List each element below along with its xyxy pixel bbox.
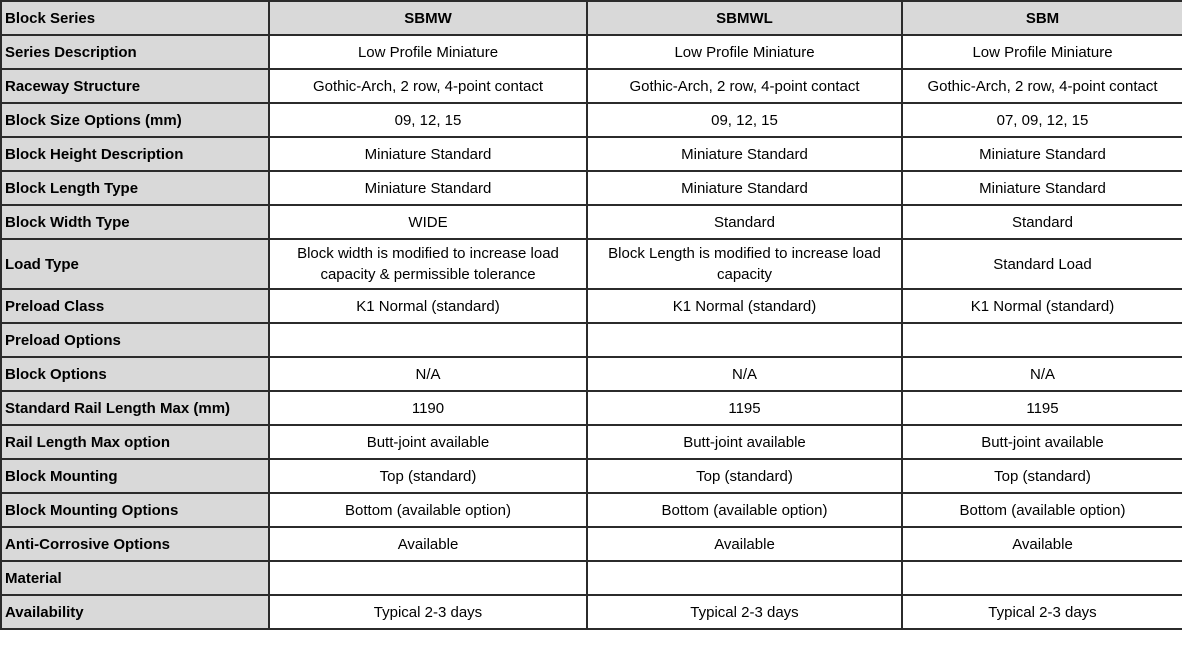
table-row xyxy=(1,323,1182,357)
table-cell: Butt-joint available xyxy=(902,425,1182,459)
table-cell: Gothic-Arch, 2 row, 4-point contact xyxy=(587,69,902,103)
table-cell: N/A xyxy=(902,357,1182,391)
table-row xyxy=(1,171,1182,205)
table-cell: Miniature Standard xyxy=(902,137,1182,171)
table-cell: Block width is modified to increase load capacity & permissible tolerance xyxy=(269,239,587,289)
table-cell: Standard xyxy=(902,205,1182,239)
row-label: Series Description xyxy=(1,35,269,69)
table-row xyxy=(1,425,1182,459)
row-label: Block Height Description xyxy=(1,137,269,171)
table-cell: Low Profile Miniature xyxy=(587,35,902,69)
table-cell: Low Profile Miniature xyxy=(269,35,587,69)
series-header: SBM xyxy=(902,1,1182,35)
table-cell: Gothic-Arch, 2 row, 4-point contact xyxy=(902,69,1182,103)
table-cell: Miniature Standard xyxy=(269,137,587,171)
table-cell: 1190 xyxy=(269,391,587,425)
table-cell: Miniature Standard xyxy=(587,171,902,205)
table-cell: Available xyxy=(902,527,1182,561)
table-cell xyxy=(902,323,1182,357)
table-cell: Typical 2-3 days xyxy=(902,595,1182,629)
table-cell xyxy=(587,561,902,595)
table-cell: Bottom (available option) xyxy=(587,493,902,527)
row-label: Raceway Structure xyxy=(1,69,269,103)
table-row xyxy=(1,561,1182,595)
row-label: Material xyxy=(1,561,269,595)
table-cell: N/A xyxy=(587,357,902,391)
table-cell: Typical 2-3 days xyxy=(269,595,587,629)
table-row xyxy=(1,357,1182,391)
header-label: Block Series xyxy=(1,1,269,35)
row-label: Block Mounting Options xyxy=(1,493,269,527)
table-row xyxy=(1,289,1182,323)
table-row xyxy=(1,239,1182,289)
table-row xyxy=(1,527,1182,561)
table-cell: Block Length is modified to increase load capacity xyxy=(587,239,902,289)
table-row xyxy=(1,103,1182,137)
table-cell: Miniature Standard xyxy=(269,171,587,205)
table-cell: Top (standard) xyxy=(269,459,587,493)
table-cell xyxy=(902,561,1182,595)
table-cell: Miniature Standard xyxy=(587,137,902,171)
table-cell xyxy=(269,323,587,357)
table-row xyxy=(1,391,1182,425)
header-row xyxy=(1,1,1182,35)
table-cell: Available xyxy=(587,527,902,561)
table-cell: K1 Normal (standard) xyxy=(587,289,902,323)
table-cell: Top (standard) xyxy=(902,459,1182,493)
table-cell xyxy=(269,561,587,595)
table-cell: K1 Normal (standard) xyxy=(902,289,1182,323)
table-cell: Low Profile Miniature xyxy=(902,35,1182,69)
row-label: Block Length Type xyxy=(1,171,269,205)
row-label: Block Options xyxy=(1,357,269,391)
table-cell: 07, 09, 12, 15 xyxy=(902,103,1182,137)
table-cell: 1195 xyxy=(902,391,1182,425)
table-row xyxy=(1,35,1182,69)
table-cell: WIDE xyxy=(269,205,587,239)
table-cell: Miniature Standard xyxy=(902,171,1182,205)
table-cell: Typical 2-3 days xyxy=(587,595,902,629)
table-row xyxy=(1,595,1182,629)
series-header: SBMWL xyxy=(587,1,902,35)
row-label: Load Type xyxy=(1,239,269,289)
table-row xyxy=(1,137,1182,171)
table-cell: Butt-joint available xyxy=(587,425,902,459)
table-cell: Top (standard) xyxy=(587,459,902,493)
table-cell xyxy=(587,323,902,357)
table-cell: Bottom (available option) xyxy=(269,493,587,527)
table-cell: Standard Load xyxy=(902,239,1182,289)
row-label: Block Mounting xyxy=(1,459,269,493)
table-cell: Butt-joint available xyxy=(269,425,587,459)
table-row xyxy=(1,493,1182,527)
row-label: Preload Options xyxy=(1,323,269,357)
table-row xyxy=(1,459,1182,493)
table-cell: 09, 12, 15 xyxy=(587,103,902,137)
series-header: SBMW xyxy=(269,1,587,35)
row-label: Anti-Corrosive Options xyxy=(1,527,269,561)
table-cell: Available xyxy=(269,527,587,561)
row-label: Standard Rail Length Max (mm) xyxy=(1,391,269,425)
row-label: Availability xyxy=(1,595,269,629)
table-cell: K1 Normal (standard) xyxy=(269,289,587,323)
row-label: Rail Length Max option xyxy=(1,425,269,459)
table-cell: 1195 xyxy=(587,391,902,425)
table-row xyxy=(1,69,1182,103)
table-cell: N/A xyxy=(269,357,587,391)
table-cell: 09, 12, 15 xyxy=(269,103,587,137)
table-row xyxy=(1,205,1182,239)
table-cell: Gothic-Arch, 2 row, 4-point contact xyxy=(269,69,587,103)
table-cell: Standard xyxy=(587,205,902,239)
table-cell: Bottom (available option) xyxy=(902,493,1182,527)
row-label: Block Width Type xyxy=(1,205,269,239)
row-label: Preload Class xyxy=(1,289,269,323)
row-label: Block Size Options (mm) xyxy=(1,103,269,137)
